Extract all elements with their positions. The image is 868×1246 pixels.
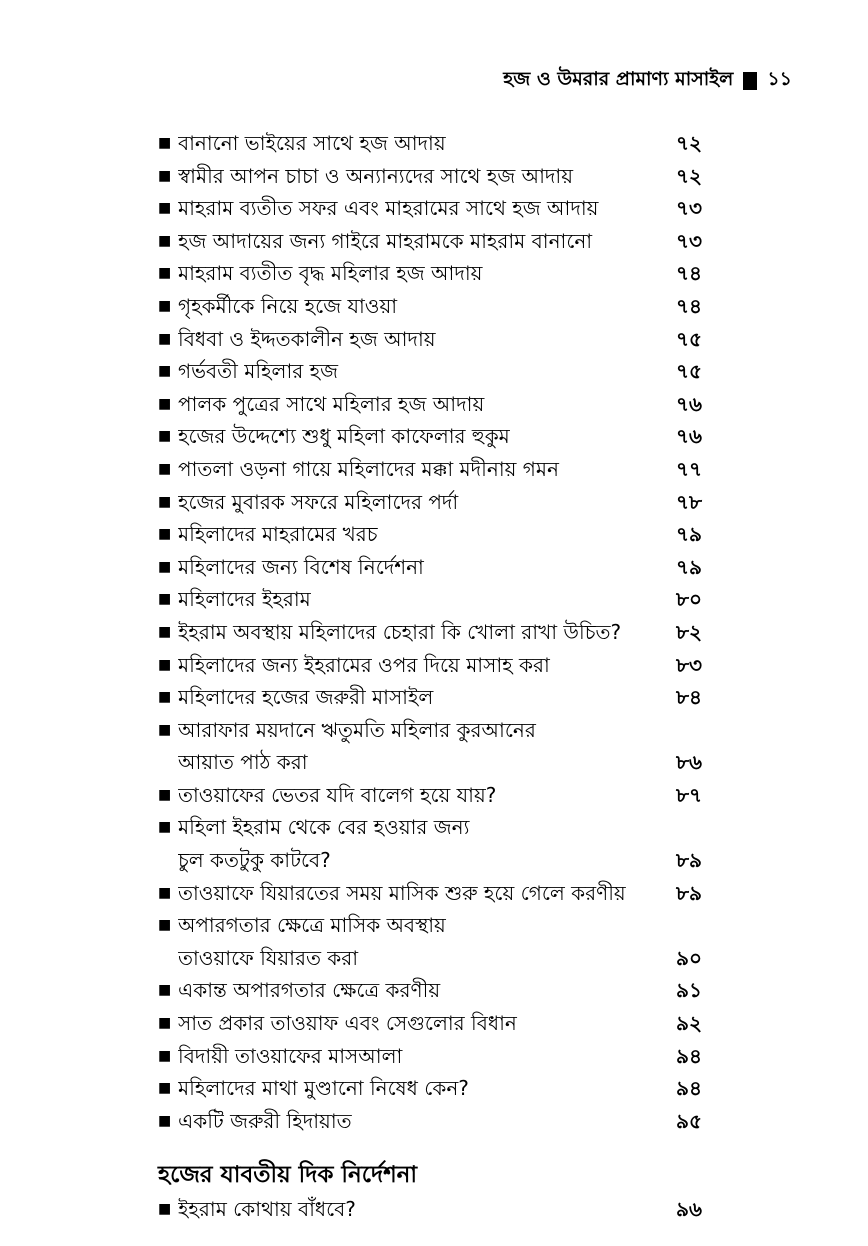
toc-page-number: ৮৯	[676, 880, 702, 905]
toc-entry	[158, 518, 702, 551]
bullet-square-icon: ■	[158, 395, 172, 412]
toc-entry-title	[178, 225, 668, 258]
toc-entry-title	[178, 1007, 668, 1040]
toc-entry-title-line: মাহরাম ব্যতীত সফর এবং মাহরামের সাথে হজ আদায়	[178, 196, 599, 221]
toc-entry-title	[178, 714, 668, 779]
bullet-square-icon: ■	[158, 721, 172, 738]
toc-entry	[158, 420, 702, 453]
toc-entry	[158, 225, 702, 258]
toc-entry-title-line: পালক পুত্রের সাথে মহিলার হজ আদায়	[178, 391, 485, 416]
toc-page-number: ৮২	[676, 619, 702, 644]
toc-entry-title-line: স্বামীর আপন চাচা ও অন্যান্যদের সাথে হজ আদায়	[178, 163, 574, 188]
toc-entry	[158, 453, 702, 486]
bullet-square-icon: ■	[158, 917, 172, 934]
toc-entry-title-line: সাত প্রকার তাওয়াফ এবং সেগুলোর বিধান	[178, 1011, 517, 1036]
toc-entry	[158, 486, 702, 519]
toc-page-number: ৭২	[675, 163, 702, 188]
toc-entry	[158, 1105, 702, 1138]
bullet-square-icon: ■	[158, 526, 172, 543]
toc-entry-title	[178, 420, 668, 453]
toc-entry-title	[178, 192, 668, 225]
bullet-square-icon: ■	[158, 493, 172, 510]
toc-entry	[158, 290, 702, 323]
toc-entry-title-line: পাতলা ওড়না গায়ে মহিলাদের মক্কা মদীনায় গমন	[178, 456, 559, 481]
toc-entry-title	[178, 453, 668, 486]
toc-entry-title	[178, 257, 668, 290]
toc-entry	[158, 681, 702, 714]
toc-entry-title-line: বিধবা ও ইদ্দতকালীন হজ আদায়	[178, 326, 436, 351]
toc-entry-title-line: গর্ভবতী মহিলার হজ	[178, 359, 339, 384]
toc-entry-title-line: বানানো ভাইয়ের সাথে হজ আদায়	[178, 131, 446, 155]
bullet-square-icon: ■	[158, 1080, 172, 1097]
toc-entry	[158, 616, 702, 649]
toc-entry-title	[178, 974, 668, 1007]
toc-entry	[158, 583, 702, 616]
toc-page-number: ৯২	[676, 1011, 702, 1036]
toc-entry-title	[178, 290, 668, 323]
toc-entry-title-line: একান্ত অপারগতার ক্ষেত্রে করণীয়	[178, 978, 441, 1003]
running-title: হজ ও উমরার প্রামাণ্য মাসাইল	[503, 68, 734, 90]
toc-entry-title	[178, 518, 668, 551]
toc-page-number: ৯৫	[676, 1108, 702, 1133]
toc-page-number: ৯৪	[676, 1043, 702, 1068]
section-heading: হজের যাবতীয় দিক নির্দেশনা	[158, 1162, 418, 1188]
toc-entry-title-line: হজের উদ্দেশ্যে শুধু মহিলা কাফেলার হুকুম	[178, 424, 510, 449]
bullet-square-icon: ■	[158, 591, 172, 608]
bullet-square-icon: ■	[158, 689, 172, 706]
toc-entry	[158, 1072, 702, 1105]
toc-page-number: ৮৯	[676, 848, 702, 873]
toc-entry-title-line: তাওয়াফে যিয়ারতের সময় মাসিক শুরু হয়ে গেলে করণীয়	[178, 880, 626, 905]
toc-entry	[158, 160, 702, 193]
toc-page-number: ৭৭	[675, 456, 702, 481]
toc-page-number: ৭৩	[675, 228, 702, 253]
toc-entry	[158, 323, 702, 356]
bullet-square-icon: ■	[158, 428, 172, 445]
bullet-square-icon: ■	[158, 232, 172, 249]
section-table-of-contents	[158, 1193, 702, 1226]
bullet-square-icon: ■	[158, 167, 172, 184]
bullet-square-icon: ■	[158, 460, 172, 477]
toc-entry-title	[178, 1105, 668, 1138]
toc-entry	[158, 355, 702, 388]
bullet-square-icon: ■	[158, 786, 172, 803]
toc-entry-title-line: মহিলাদের মাহরামের খরচ	[178, 522, 378, 547]
toc-entry-title-line: গৃহকর্মীকে নিয়ে হজে যাওয়া	[178, 293, 398, 318]
bullet-square-icon: ■	[158, 297, 172, 314]
bullet-square-icon: ■	[158, 1112, 172, 1129]
running-header	[503, 66, 792, 96]
toc-page-number: ৯১	[676, 978, 702, 1003]
bullet-square-icon: ■	[158, 363, 172, 380]
bullet-square-icon: ■	[158, 265, 172, 282]
toc-page-number: ৯০	[676, 945, 702, 970]
toc-entry	[158, 909, 702, 974]
bullet-square-icon: ■	[158, 1047, 172, 1064]
toc-page-number: ৮৭	[676, 782, 702, 807]
toc-entry-title	[178, 127, 668, 160]
toc-entry-title	[178, 681, 668, 714]
toc-entry-title	[178, 1040, 668, 1073]
toc-entry	[158, 551, 702, 584]
toc-entry-title	[178, 355, 668, 388]
toc-entry-title	[178, 1072, 668, 1105]
toc-page-number: ৭৬	[675, 424, 702, 449]
toc-entry-title	[178, 1193, 668, 1226]
toc-entry-title-line: আয়াত পাঠ করা	[178, 750, 308, 775]
toc-entry-title	[178, 649, 668, 682]
toc-entry	[158, 388, 702, 421]
toc-page-number: ৭৪	[676, 293, 702, 318]
toc-entry	[158, 649, 702, 682]
toc-entry-title	[178, 877, 668, 910]
toc-page-number: ৭৫	[676, 326, 702, 351]
bullet-square-icon: ■	[158, 330, 172, 347]
toc-entry-title-line: মহিলাদের জন্য বিশেষ নির্দেশনা	[178, 554, 424, 579]
toc-entry	[158, 1040, 702, 1073]
bullet-square-icon: ■	[158, 623, 172, 640]
bullet-square-icon: ■	[158, 982, 172, 999]
toc-entry-title	[178, 811, 668, 876]
bullet-square-icon: ■	[158, 819, 172, 836]
bullet-square-icon: ■	[158, 558, 172, 575]
bullet-square-icon: ■	[158, 200, 172, 217]
toc-entry-title-line: অপারগতার ক্ষেত্রে মাসিক অবস্থায়	[178, 913, 446, 938]
toc-entry-title-line: ইহরাম কোথায় বাঁধবে?	[178, 1197, 356, 1221]
toc-entry	[158, 779, 702, 812]
toc-page-number: ৭৫	[676, 359, 702, 384]
toc-entry-title-line: হজ আদায়ের জন্য গাইরে মাহরামকে মাহরাম বানানো	[178, 228, 593, 253]
toc-entry-title	[178, 388, 668, 421]
toc-entry-title	[178, 551, 668, 584]
toc-entry	[158, 127, 702, 160]
toc-page-number: ৮৬	[676, 750, 702, 775]
toc-entry-title-line: আরাফার ময়দানে ঋতুমতি মহিলার কুরআনের	[178, 717, 536, 742]
toc-entry-title-line: মাহরাম ব্যতীত বৃদ্ধ মহিলার হজ আদায়	[178, 261, 483, 286]
toc-entry-title-line: মহিলাদের হজের জরুরী মাসাইল	[178, 685, 434, 710]
toc-entry-title	[178, 616, 668, 649]
toc-page-number: ৯৪	[676, 1076, 702, 1101]
toc-entry-title	[178, 486, 668, 519]
toc-page-number: ৭৯	[676, 554, 702, 579]
header-page-number: ১১	[767, 68, 792, 90]
toc-page-number: ৯৬	[676, 1197, 702, 1221]
toc-entry-title	[178, 779, 668, 812]
toc-page-number: ৭৩	[675, 196, 702, 221]
toc-page-number: ৮৪	[676, 685, 702, 710]
toc-page-number: ৭২	[675, 131, 702, 155]
toc-entry-title	[178, 323, 668, 356]
toc-entry-title-line: তাওয়াফে যিয়ারত করা	[178, 945, 359, 970]
toc-page-number: ৭৪	[676, 261, 702, 286]
toc-page-number: ৮০	[676, 587, 702, 612]
toc-entry	[158, 1007, 702, 1040]
toc-entry	[158, 714, 702, 779]
toc-entry-title-line: ইহরাম অবস্থায় মহিলাদের চেহারা কি খোলা রাখা উচিত?	[178, 619, 622, 644]
toc-entry-title-line: হজের মুবারক সফরে মহিলাদের পর্দা	[178, 489, 459, 514]
toc-entry	[158, 877, 702, 910]
toc-entry-title-line: মহিলাদের ইহরাম	[178, 587, 311, 612]
toc-page-number: ৭৮	[676, 489, 702, 514]
toc-entry	[158, 811, 702, 876]
toc-entry	[158, 257, 702, 290]
bullet-square-icon: ■	[158, 1201, 172, 1217]
toc-entry-title-line: মহিলা ইহরাম থেকে বের হওয়ার জন্য	[178, 815, 470, 840]
bullet-square-icon: ■	[158, 884, 172, 901]
toc-entry-title-line: একটি জরুরী হিদায়াত	[178, 1108, 352, 1133]
toc-entry-title-line: মহিলাদের জন্য ইহরামের ওপর দিয়ে মাসাহ করা	[178, 652, 550, 677]
toc-page-number: ৭৯	[676, 522, 702, 547]
toc-page-number: ৮৩	[676, 652, 702, 677]
toc-entry-title	[178, 583, 668, 616]
toc-entry-title-line: মহিলাদের মাথা মুণ্ডানো নিষেধ কেন?	[178, 1076, 469, 1101]
bullet-square-icon: ■	[158, 1015, 172, 1032]
toc-entry-title-line: বিদায়ী তাওয়াফের মাসআলা	[178, 1043, 403, 1068]
header-block-marker	[743, 72, 757, 90]
toc-entry-title-line: চুল কতটুকু কাটবে?	[178, 848, 331, 873]
bullet-square-icon: ■	[158, 656, 172, 673]
table-of-contents	[158, 127, 702, 1137]
toc-entry-title	[178, 909, 668, 974]
toc-entry-title-line: তাওয়াফের ভেতর যদি বালেগ হয়ে যায়?	[178, 782, 497, 807]
toc-entry-title	[178, 160, 668, 193]
toc-page-number: ৭৬	[675, 391, 702, 416]
bullet-square-icon: ■	[158, 135, 172, 151]
toc-entry	[158, 1193, 702, 1226]
toc-entry	[158, 192, 702, 225]
toc-entry	[158, 974, 702, 1007]
